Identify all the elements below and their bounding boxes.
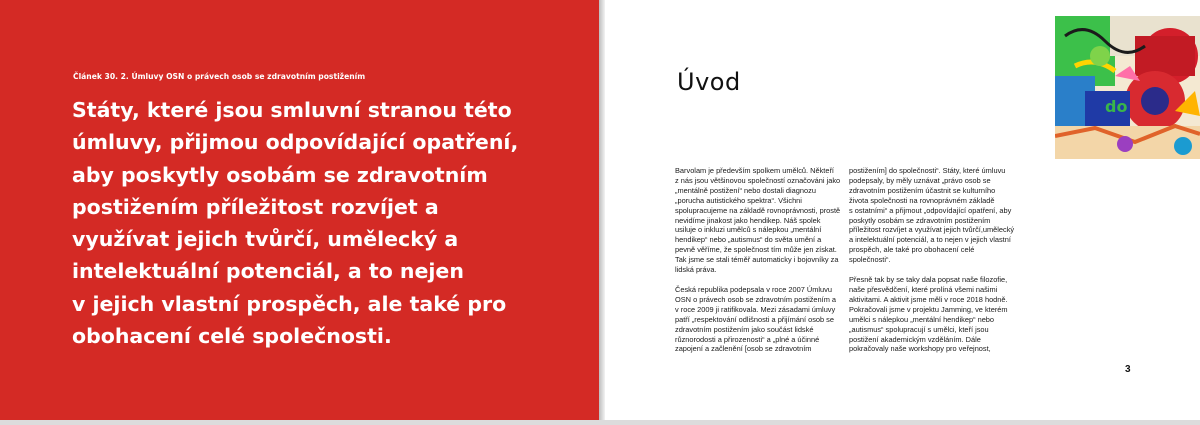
colorful-painting-image [1055,16,1200,159]
quote-headline [72,94,519,352]
article-reference: Článek 30. 2. Úmluvy OSN o právech osob se zdravotním postižením [73,72,366,81]
text-line: lidská práva. [675,265,717,275]
text-line: podepsaly, by měly uznávat „právo osob se [849,175,991,185]
text-line: postižení akademickým vzděláním. Dále [849,334,981,344]
text-line: a intelektuální potenciál, a to nejen v jejich vlastní [849,235,1011,245]
headline-line: postižením příležitost rozvíjet a [72,194,439,219]
svg-text:do: do [1105,97,1128,116]
text-line: „porucha autistického spektra“. Všichni [675,195,802,205]
headline-line: úmluvy, přijmou odpovídající opatření, [72,130,519,155]
left-page [0,0,599,425]
text-line: poskytly osobám se zdravotním postižením [849,215,991,225]
text-line: patří „respektování odlišnosti a přijímání osob se [675,314,834,324]
headline-line: Státy, které jsou smluvní stranou této [72,98,512,122]
text-line: Tak jsme se stali téměř automaticky i bojovníky za [675,255,839,265]
text-line: usiluje o inkluzi umělců s nálepkou „mentální [675,225,822,235]
text-line: zdravotním postižením účastnit se kulturního [849,185,996,195]
text-line: zdravotním postižením jako součást lidské [675,324,814,334]
text-line: Česká republika podepsala v roce 2007 Úmluvu [675,284,832,294]
text-line: spolupracujeme na základě rovnoprávnosti, prostě [675,205,841,215]
page-title: Úvod [677,68,741,96]
text-line: prospěch, ale také pro obohacení celé [849,245,975,255]
paragraph [675,285,837,354]
text-line: příležitost rozvíjet a využívat jejich tvůrčí,umělecký [849,225,1015,235]
text-line: Přesně tak by se taky dala popsat naše filozofie, [849,275,1008,285]
text-column-left [675,166,841,364]
text-line: s ostatními“ a přijmout „odpovídající opatření, aby [849,205,1012,215]
page-number: 3 [1125,364,1131,375]
text-line: pokračovaly naše workshopy pro veřejnost, [849,344,991,354]
paragraph [849,166,1015,265]
headline-line: v jejich vlastní prospěch, ale také pro [72,291,507,316]
text-line: „autismus“ spolupracují s umělci, kteří jsou [849,324,989,334]
text-line: OSN o právech osob se zdravotním postižením a [675,294,837,304]
text-line: Pokračovali jsme v projektu Jamming, ve kterém [849,304,1008,314]
text-column-right [849,166,1015,364]
text-line: Barvolam je především spolkem umělců. Někteří [675,166,834,175]
text-line: pevně věříme, že společnost tím může jen získat. [675,245,837,255]
right-page [605,0,1200,425]
text-line: z nás jsou většinovou společností označováni jako [675,175,841,185]
text-line: umělci s nálepkou „mentální hendikep“ nebo [849,314,995,324]
paragraph [675,166,841,275]
text-line: hendikep“ nebo „autismus“ do světa umění a [675,235,822,245]
viewer-bottom-edge [0,420,1200,425]
headline-line: využívat jejich tvůrčí, umělecký a [72,227,459,252]
text-line: postižením] do společnosti“. Státy, které úmluvu [849,166,1006,175]
text-line: nevidíme jinakost jako hendikep. Náš spolek [675,215,821,225]
paragraph [849,275,1011,354]
text-line: zapojení a začlenění [osob se zdravotním [675,344,812,354]
headline-line: intelektuální potenciál, a to nejen [72,259,464,284]
headline-line: obohacení celé společnosti. [72,324,392,349]
text-line: naše přesvědčení, které prolíná všemi našimi [849,284,998,294]
text-line: života společnosti na rovnoprávném základě [849,195,995,205]
headline-line: aby poskytly osobám se zdravotním [72,162,488,187]
text-line: „mentálně postižení“ nebo dostali diagnozu [675,185,816,195]
text-line: společnosti“. [849,255,891,265]
text-line: v roce 2009 ji ratifikovala. Mezi zásadami úmluvy [675,304,836,314]
text-line: aktivitami. A aktivit jsme měli v roce 2018 hodně. [849,294,1008,304]
text-line: různorodosti a přirozenosti“ a „plné a účinné [675,334,820,344]
